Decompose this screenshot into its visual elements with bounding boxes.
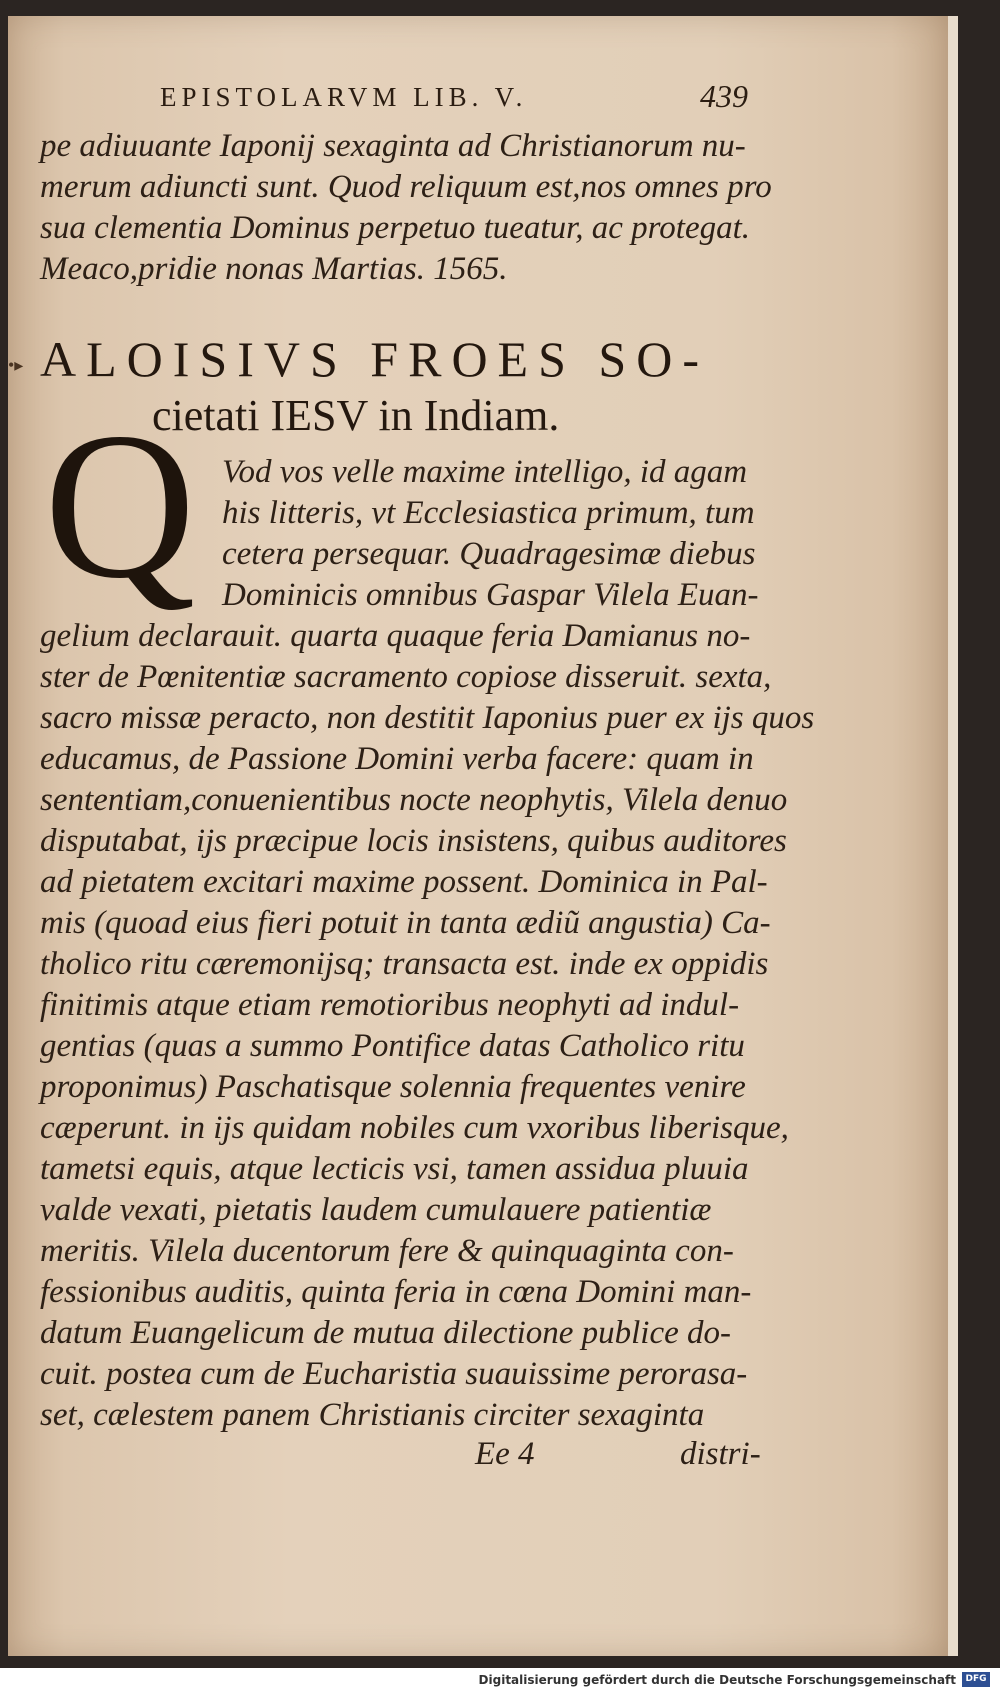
text-line: mis (quoad eius fieri potuit in tanta ædiũ angustia) Ca- bbox=[40, 905, 771, 941]
text-line: cetera persequar. Quadragesimæ diebus bbox=[222, 536, 756, 572]
text-line: Meaco,pridie nonas Martias. 1565. bbox=[40, 251, 508, 287]
text-line: ad pietatem excitari maxime possent. Dominica in Pal- bbox=[40, 864, 768, 900]
text-line: set, cælestem panem Christianis circiter sexaginta bbox=[40, 1397, 705, 1433]
text-line: educamus, de Passione Domini verba facere: quam in bbox=[40, 741, 754, 777]
text-line: cuit. postea cum de Eucharistia suauissime perorasa- bbox=[40, 1356, 748, 1392]
text-line: Vod vos velle maxime intelligo, id agam bbox=[222, 454, 748, 490]
top-paragraph bbox=[40, 126, 770, 290]
dfg-logo: DFG bbox=[962, 1672, 990, 1687]
text-line: sententiam,conuenientibus nocte neophytis, Vilela denuo bbox=[40, 782, 788, 818]
text-line: gentias (quas a summo Pontifice datas Catholico ritu bbox=[40, 1028, 745, 1064]
text-line: tholico ritu cæremonijsq; transacta est. inde ex oppidis bbox=[40, 946, 769, 982]
catchword: distri- bbox=[680, 1436, 761, 1472]
text-line: fessionibus auditis, quinta feria in cœna Domini man- bbox=[40, 1274, 752, 1310]
text-line: tametsi equis, atque lecticis vsi, tamen assidua pluuia bbox=[40, 1151, 749, 1187]
page-edge bbox=[948, 16, 958, 1656]
running-head bbox=[0, 78, 800, 116]
text-line: sua clementia Dominus perpetuo tueatur, ac protegat. bbox=[40, 210, 751, 246]
text-line: valde vexati, pietatis laudem cumulauere patientiæ bbox=[40, 1192, 712, 1228]
text-line: meritis. Vilela ducentorum fere & quinquaginta con- bbox=[40, 1233, 734, 1269]
text-line: disputabat, ijs præcipue locis insistens, quibus auditores bbox=[40, 823, 787, 859]
text-line: Dominicis omnibus Gaspar Vilela Euan- bbox=[222, 577, 759, 613]
page-number: 439 bbox=[700, 78, 748, 114]
footer-bar bbox=[0, 1668, 1000, 1692]
text-line: his litteris, vt Ecclesiastica primum, tum bbox=[222, 495, 755, 531]
text-line: finitimis atque etiam remotioribus neophyti ad indul- bbox=[40, 987, 740, 1023]
text-line: ster de Pœnitentiæ sacramento copiose disseruit. sexta, bbox=[40, 659, 772, 695]
heading-line-1: ALOISIVS FROES SO- bbox=[40, 331, 709, 387]
margin-mark: •▸ bbox=[8, 355, 24, 375]
signature-mark: Ee 4 bbox=[475, 1436, 535, 1472]
running-title: EPISTOLARVM LIB. V. bbox=[160, 82, 528, 112]
text-line: datum Euangelicum de mutua dilectione publice do- bbox=[40, 1315, 732, 1351]
catchwords-line bbox=[40, 1436, 770, 1476]
drop-cap-initial: Q bbox=[44, 390, 196, 622]
funding-notice: Digitalisierung gefördert durch die Deutsche Forschungsgemeinschaft bbox=[478, 1673, 956, 1687]
text-line: merum adiuncti sunt. Quod reliquum est,nos omnes pro bbox=[40, 169, 772, 205]
text-line: sacro missæ peracto, non destitit Iaponius puer ex ijs quos bbox=[40, 700, 815, 736]
text-line: pe adiuuante Iaponij sexaginta ad Christianorum nu- bbox=[40, 128, 746, 164]
text-line: proponimus) Paschatisque solennia frequentes venire bbox=[40, 1069, 746, 1105]
main-paragraph bbox=[40, 452, 815, 1436]
heading-line-2: cietati IESV in Indiam. bbox=[152, 391, 560, 440]
text-line: cæperunt. in ijs quidam nobiles cum vxoribus liberisque, bbox=[40, 1110, 789, 1146]
text-line: gelium declarauit. quarta quaque feria Damianus no- bbox=[40, 618, 751, 654]
